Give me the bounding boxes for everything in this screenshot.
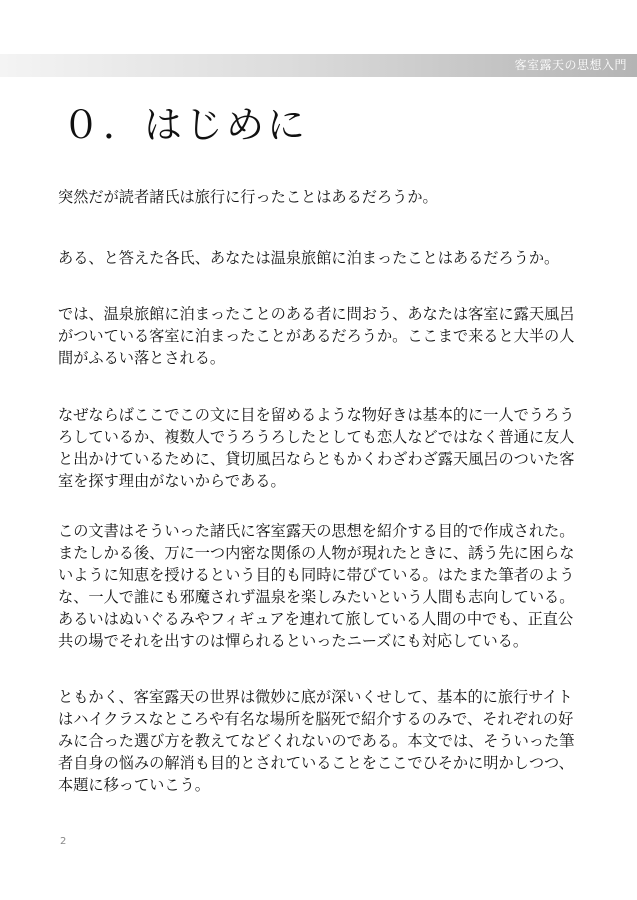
- paragraph-1: 突然だが読者諸氏は旅行に行ったことはあるだろうか。: [58, 188, 438, 206]
- paragraph-3: では、温泉旅館に泊まったことのある者に問おう、あなたは客室に露天風呂がついている客室に泊まったことがあるだろうか。ここまで来ると大半の人間がふるい落とされる。: [58, 305, 575, 367]
- paragraph-4: なぜならばここでこの文に目を留めるような物好きは基本的に一人でうろうろしているか、複数人でうろうろしたとしても恋人などではなく普通に友人と出かけているために、貸切風呂ならともかくわざわざ露天風呂のついた客室を探す理由がないからである。: [58, 406, 575, 490]
- header-bar: [0, 54, 637, 77]
- page-number: 2: [60, 836, 67, 847]
- paragraph-6: ともかく、客室露天の世界は微妙に底が深いくせして、基本的に旅行サイトはハイクラスなところや有名な場所を脳死で紹介するのみで、それぞれの好みに合った選び方を教えてなどくれないのである。本文では、そういった筆者自身の悩みの解消も目的とされていることをここでひそかに明かしつつ、本題に移っていこう。: [58, 688, 575, 794]
- chapter-title: ０．はじめに: [62, 103, 309, 147]
- document-title: 客室露天の思想入門: [514, 58, 627, 72]
- paragraph-2: ある、と答えた各氏、あなたは温泉旅館に泊まったことはあるだろうか。: [58, 249, 560, 267]
- paragraph-5: この文書はそういった諸氏に客室露天の思想を紹介する目的で作成された。またしかる後、万に一つ内密な関係の人物が現れたときに、誘う先に困らないように知恵を授けるという目的も同時に帯びている。はたまた筆者のような、一人で誰にも邪魔されず温泉を楽しみたいという人間も志向している。あるいはぬいぐるみやフィギュアを連れて旅している人間の中でも、正直公共の場でそれを出すのは憚られるといったニーズにも対応している。: [58, 522, 575, 650]
